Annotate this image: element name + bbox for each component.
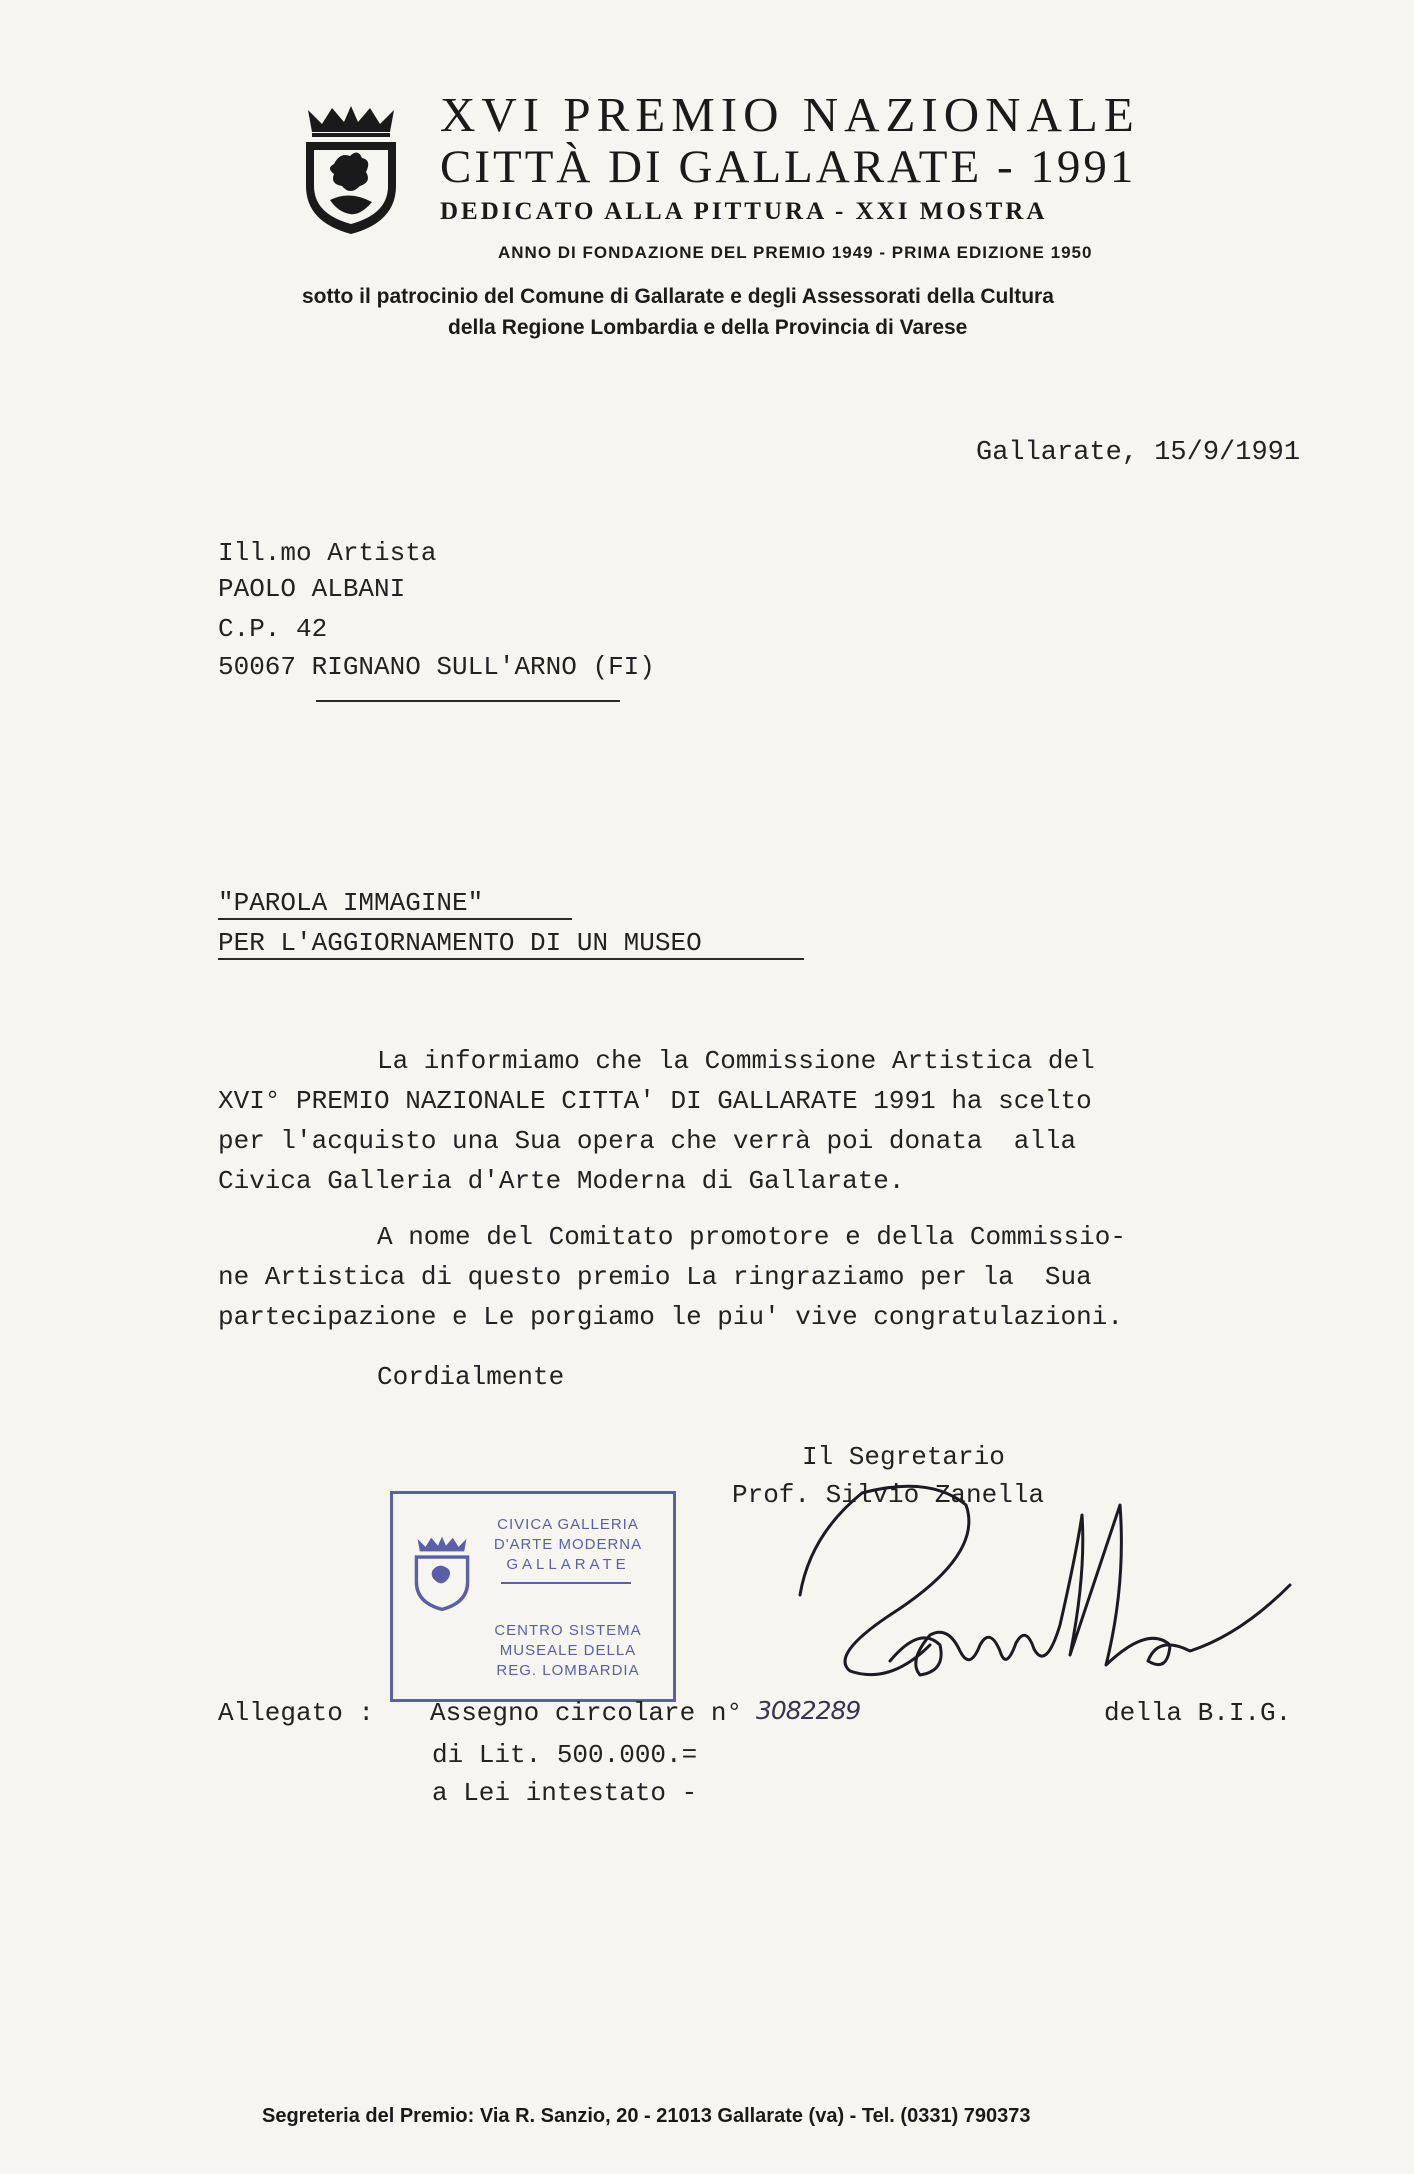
body-p2-line1: A nome del Comitato promotore e della Commissio- [377, 1222, 1126, 1252]
body-p2-line2: ne Artistica di questo premio La ringraziamo per la Sua [218, 1262, 1092, 1292]
attachment-line-1: Assegno circolare n° [430, 1698, 743, 1728]
closing: Cordialmente [377, 1362, 565, 1392]
body-p1-line4: Civica Galleria d'Arte Moderna di Gallarate. [218, 1166, 905, 1196]
recipient-title: Ill.mo Artista [218, 538, 437, 568]
recipient-underline [316, 700, 620, 702]
signatory-name: Prof. Silvio Zanella [732, 1480, 1045, 1510]
subject-underline-2 [218, 958, 804, 960]
cheque-number: 3082289 [756, 1696, 861, 1725]
handwritten-signature [770, 1475, 1310, 1715]
stamp-line-2: D'ARTE MODERNA [493, 1536, 643, 1553]
letter-date: Gallarate, 15/9/1991 [976, 438, 1301, 468]
recipient-city: 50067 RIGNANO SULL'ARNO (FI) [218, 652, 655, 682]
attachment-line-3: a Lei intestato - [432, 1778, 698, 1808]
attachment-line-2: di Lit. 500.000.= [432, 1740, 698, 1770]
stamp-line-6: REG. LOMBARDIA [496, 1662, 640, 1679]
body-p1-line1: La informiamo che la Commissione Artistica del [377, 1046, 1095, 1076]
stamp-divider [501, 1582, 631, 1584]
footer-address: Segreteria del Premio: Via R. Sanzio, 20 - 21013 Gallarate (va) - Tel. (0331) 790373 [262, 2105, 1031, 2127]
stamp-line-3: GALLARATE [506, 1556, 630, 1573]
stamp-line-4: CENTRO SISTEMA [494, 1622, 642, 1639]
letterhead-patronage: sotto il patrocinio del Comune di Gallarate e degli Assessorati della Cultura [302, 285, 1054, 308]
signatory-title: Il Segretario [802, 1442, 1005, 1472]
recipient-name: PAOLO ALBANI [218, 574, 406, 604]
recipient-po-box: C.P. 42 [218, 614, 328, 644]
body-p1-line3: per l'acquisto una Sua opera che verrà poi donata alla [218, 1126, 1077, 1156]
letterhead-city: CITTÀ DI GALLARATE - 1991 [440, 141, 1137, 193]
body-p2-line3: partecipazione e Le porgiamo le piu' vive congratulazioni. [218, 1302, 1123, 1332]
body-p1-line2: XVI° PREMIO NAZIONALE CITTA' DI GALLARATE 1991 ha scelto [218, 1086, 1092, 1116]
signature-text: Zanella [770, 1475, 773, 1476]
subject-line-1: "PAROLA IMMAGINE" [218, 888, 484, 918]
attachment-label: Allegato : [218, 1698, 375, 1728]
subject-underline-1 [218, 918, 572, 920]
subject-line-2: PER L'AGGIORNAMENTO DI UN MUSEO [218, 928, 702, 958]
crest-logo-icon [300, 104, 402, 236]
letterhead-title: XVI PREMIO NAZIONALE [440, 87, 1140, 142]
letterhead-founding: ANNO DI FONDAZIONE DEL PREMIO 1949 - PRIMA EDIZIONE 1950 [498, 243, 1093, 262]
museum-stamp [390, 1491, 676, 1702]
attachment-bank: della B.I.G. [1104, 1698, 1292, 1728]
letterhead-patronage-2: della Regione Lombardia e della Provincia di Varese [448, 316, 968, 339]
stamp-line-1: CIVICA GALLERIA [497, 1516, 639, 1533]
letterhead-subtitle: DEDICATO ALLA PITTURA - XXI MOSTRA [440, 198, 1048, 225]
stamp-line-5: MUSEALE DELLA [499, 1642, 637, 1659]
stamp-crest-icon [413, 1534, 471, 1612]
